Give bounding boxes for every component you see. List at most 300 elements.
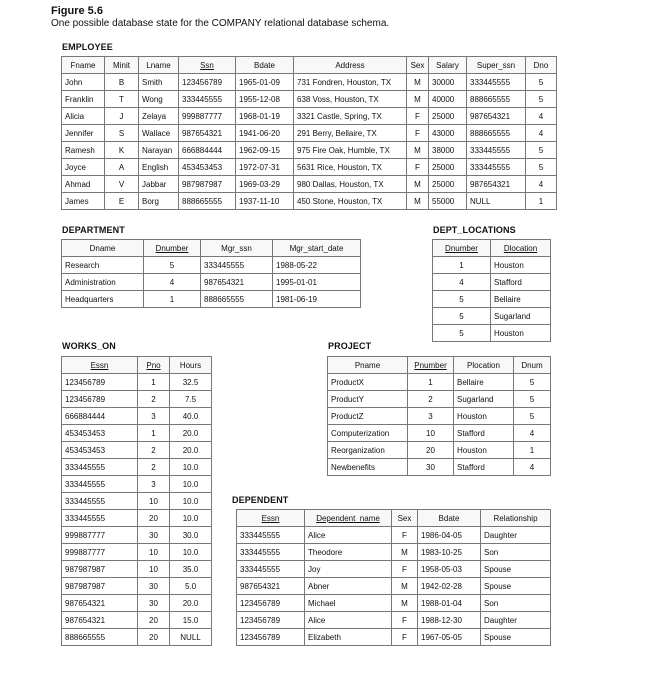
- column-header: Ssn: [179, 57, 236, 74]
- table-cell: 987654321: [237, 578, 305, 595]
- table-cell: 1995-01-01: [273, 274, 361, 291]
- table-cell: 10.0: [170, 493, 212, 510]
- table-row: [237, 527, 551, 544]
- table-cell: Spouse: [481, 629, 551, 646]
- table-cell: Sugarland: [491, 308, 551, 325]
- table-row: [62, 159, 557, 176]
- table-cell: NULL: [467, 193, 526, 210]
- column-header: Sex: [392, 510, 418, 527]
- table-row: [62, 459, 212, 476]
- table-cell: 1: [144, 291, 201, 308]
- table-cell: Son: [481, 544, 551, 561]
- table-row: [328, 425, 551, 442]
- table-cell: 1955-12-08: [236, 91, 294, 108]
- table-row: [237, 612, 551, 629]
- column-header: Lname: [139, 57, 179, 74]
- table-cell: M: [392, 595, 418, 612]
- table-cell: E: [105, 193, 139, 210]
- table-row: [62, 91, 557, 108]
- table-row: [62, 629, 212, 646]
- table-cell: Jennifer: [62, 125, 105, 142]
- table-cell: James: [62, 193, 105, 210]
- table-cell: 10.0: [170, 510, 212, 527]
- table-cell: M: [407, 142, 429, 159]
- table-row: [62, 391, 212, 408]
- department-table-title: DEPARTMENT: [62, 225, 125, 235]
- table-cell: 20: [138, 612, 170, 629]
- table-row: [62, 257, 361, 274]
- table-row: [328, 442, 551, 459]
- table-cell: 5: [433, 308, 491, 325]
- table-row: [62, 476, 212, 493]
- table-row: [62, 193, 557, 210]
- table-cell: 333445555: [237, 527, 305, 544]
- table-cell: 2: [138, 459, 170, 476]
- table-cell: Alice: [305, 612, 392, 629]
- table-cell: M: [407, 176, 429, 193]
- table-cell: F: [407, 108, 429, 125]
- table-cell: 20.0: [170, 442, 212, 459]
- table-cell: 2: [138, 442, 170, 459]
- table-cell: 5: [144, 257, 201, 274]
- table-cell: 4: [526, 125, 557, 142]
- table-cell: 453453453: [62, 442, 138, 459]
- table-cell: Stafford: [491, 274, 551, 291]
- table-cell: 333445555: [467, 159, 526, 176]
- table-cell: 32.5: [170, 374, 212, 391]
- table-cell: Zelaya: [139, 108, 179, 125]
- table-cell: 7.5: [170, 391, 212, 408]
- table-cell: M: [392, 544, 418, 561]
- table-cell: Computerization: [328, 425, 408, 442]
- table-cell: 888665555: [467, 125, 526, 142]
- column-header: Fname: [62, 57, 105, 74]
- table-cell: 5: [514, 408, 551, 425]
- table-cell: 123456789: [237, 595, 305, 612]
- table-cell: Borg: [139, 193, 179, 210]
- table-cell: 1988-01-04: [418, 595, 481, 612]
- table-row: [237, 629, 551, 646]
- table-cell: Spouse: [481, 578, 551, 595]
- column-header: Relationship: [481, 510, 551, 527]
- table-row: [62, 108, 557, 125]
- table-cell: 5.0: [170, 578, 212, 595]
- table-cell: 333445555: [62, 510, 138, 527]
- table-cell: F: [392, 629, 418, 646]
- table-cell: 43000: [429, 125, 467, 142]
- table-cell: 987987987: [62, 578, 138, 595]
- table-cell: Houston: [454, 442, 514, 459]
- table-cell: Michael: [305, 595, 392, 612]
- table-row: [62, 74, 557, 91]
- table-cell: 5: [514, 391, 551, 408]
- table-cell: 4: [514, 459, 551, 476]
- table-cell: Son: [481, 595, 551, 612]
- header-row: [62, 240, 361, 257]
- table-cell: Houston: [454, 408, 514, 425]
- dependent-table: [236, 509, 551, 646]
- table-cell: 4: [526, 108, 557, 125]
- table-cell: 2: [138, 391, 170, 408]
- table-cell: 10.0: [170, 476, 212, 493]
- project-table: [327, 356, 551, 476]
- table-cell: 1: [138, 374, 170, 391]
- table-row: [62, 527, 212, 544]
- table-cell: A: [105, 159, 139, 176]
- table-row: [62, 578, 212, 595]
- table-cell: 5: [526, 159, 557, 176]
- table-cell: 20.0: [170, 425, 212, 442]
- table-cell: Houston: [491, 257, 551, 274]
- table-cell: 291 Berry, Bellaire, TX: [294, 125, 407, 142]
- table-cell: 4: [526, 176, 557, 193]
- table-row: [62, 612, 212, 629]
- table-cell: 1988-12-30: [418, 612, 481, 629]
- dept-locations-table: [432, 239, 551, 342]
- column-header: Pnumber: [408, 357, 454, 374]
- table-cell: 1942-02-28: [418, 578, 481, 595]
- column-header: Dname: [62, 240, 144, 257]
- table-row: [62, 425, 212, 442]
- table-cell: 123456789: [237, 629, 305, 646]
- employee-table: [61, 56, 557, 210]
- table-cell: 5: [526, 142, 557, 159]
- table-row: [237, 578, 551, 595]
- table-cell: 1: [138, 425, 170, 442]
- table-cell: 10.0: [170, 459, 212, 476]
- table-cell: 333445555: [62, 459, 138, 476]
- table-cell: 333445555: [62, 493, 138, 510]
- table-cell: 1965-01-09: [236, 74, 294, 91]
- table-row: [62, 176, 557, 193]
- table-cell: ProductY: [328, 391, 408, 408]
- table-row: [62, 142, 557, 159]
- table-cell: 20.0: [170, 595, 212, 612]
- table-cell: Bellaire: [454, 374, 514, 391]
- table-cell: 1983-10-25: [418, 544, 481, 561]
- table-cell: 123456789: [179, 74, 236, 91]
- table-row: [62, 544, 212, 561]
- table-cell: 10: [138, 544, 170, 561]
- table-cell: English: [139, 159, 179, 176]
- table-row: [237, 595, 551, 612]
- table-cell: 4: [433, 274, 491, 291]
- table-cell: 20: [408, 442, 454, 459]
- table-cell: 35.0: [170, 561, 212, 578]
- table-cell: 40.0: [170, 408, 212, 425]
- table-cell: K: [105, 142, 139, 159]
- table-cell: Houston: [491, 325, 551, 342]
- table-cell: 30: [138, 527, 170, 544]
- table-cell: F: [407, 159, 429, 176]
- table-cell: 999887777: [62, 527, 138, 544]
- header-row: [237, 510, 551, 527]
- table-cell: 1988-05-22: [273, 257, 361, 274]
- column-header: Dno: [526, 57, 557, 74]
- column-header: Hours: [170, 357, 212, 374]
- column-header: Sex: [407, 57, 429, 74]
- table-cell: 987654321: [201, 274, 273, 291]
- column-header: Bdate: [236, 57, 294, 74]
- table-cell: 987654321: [467, 176, 526, 193]
- header-row: [433, 240, 551, 257]
- column-header: Minit: [105, 57, 139, 74]
- table-cell: F: [392, 561, 418, 578]
- column-header: Pname: [328, 357, 408, 374]
- table-cell: 333445555: [201, 257, 273, 274]
- table-cell: 10: [138, 561, 170, 578]
- table-cell: 453453453: [62, 425, 138, 442]
- table-row: [62, 493, 212, 510]
- table-cell: Daughter: [481, 612, 551, 629]
- column-header: Mgr_start_date: [273, 240, 361, 257]
- table-cell: M: [392, 578, 418, 595]
- table-cell: ProductZ: [328, 408, 408, 425]
- table-cell: 10.0: [170, 544, 212, 561]
- table-row: [328, 374, 551, 391]
- table-cell: 3: [138, 408, 170, 425]
- table-cell: 1968-01-19: [236, 108, 294, 125]
- table-cell: 1986-04-05: [418, 527, 481, 544]
- table-cell: 5: [514, 374, 551, 391]
- table-cell: 333445555: [62, 476, 138, 493]
- table-cell: 638 Voss, Houston, TX: [294, 91, 407, 108]
- table-cell: 333445555: [237, 544, 305, 561]
- column-header: Address: [294, 57, 407, 74]
- table-cell: 1967-05-05: [418, 629, 481, 646]
- table-cell: 5631 Rice, Houston, TX: [294, 159, 407, 176]
- table-cell: 10: [408, 425, 454, 442]
- table-cell: Stafford: [454, 459, 514, 476]
- table-cell: 999887777: [179, 108, 236, 125]
- table-cell: Narayan: [139, 142, 179, 159]
- table-cell: 5: [526, 74, 557, 91]
- column-header: Essn: [62, 357, 138, 374]
- table-cell: M: [407, 193, 429, 210]
- table-cell: 123456789: [237, 612, 305, 629]
- employee-table-title: EMPLOYEE: [62, 42, 113, 52]
- table-cell: 4: [144, 274, 201, 291]
- table-cell: 15.0: [170, 612, 212, 629]
- dept-locations-table-title: DEPT_LOCATIONS: [433, 225, 516, 235]
- table-cell: Alicia: [62, 108, 105, 125]
- table-cell: 25000: [429, 159, 467, 176]
- table-cell: 999887777: [62, 544, 138, 561]
- table-cell: 1969-03-29: [236, 176, 294, 193]
- table-row: [62, 442, 212, 459]
- table-cell: 333445555: [467, 142, 526, 159]
- table-cell: 731 Fondren, Houston, TX: [294, 74, 407, 91]
- table-cell: 1958-05-03: [418, 561, 481, 578]
- table-row: [433, 274, 551, 291]
- table-cell: 450 Stone, Houston, TX: [294, 193, 407, 210]
- table-row: [433, 291, 551, 308]
- table-cell: 1941-06-20: [236, 125, 294, 142]
- table-cell: 987654321: [62, 595, 138, 612]
- table-cell: M: [407, 91, 429, 108]
- table-row: [328, 459, 551, 476]
- table-row: [237, 561, 551, 578]
- table-cell: 888665555: [467, 91, 526, 108]
- column-header: Dependent_name: [305, 510, 392, 527]
- table-cell: 980 Dallas, Houston, TX: [294, 176, 407, 193]
- column-header: Salary: [429, 57, 467, 74]
- table-cell: 987654321: [467, 108, 526, 125]
- table-row: [237, 544, 551, 561]
- table-cell: 987987987: [179, 176, 236, 193]
- table-cell: 3: [138, 476, 170, 493]
- table-cell: 888665555: [201, 291, 273, 308]
- table-cell: 1981-06-19: [273, 291, 361, 308]
- header-row: [328, 357, 551, 374]
- table-cell: Franklin: [62, 91, 105, 108]
- column-header: Bdate: [418, 510, 481, 527]
- table-cell: Wong: [139, 91, 179, 108]
- table-cell: B: [105, 74, 139, 91]
- column-header: Plocation: [454, 357, 514, 374]
- table-cell: Alice: [305, 527, 392, 544]
- table-cell: 888665555: [62, 629, 138, 646]
- table-cell: NULL: [170, 629, 212, 646]
- table-row: [62, 408, 212, 425]
- table-cell: Wallace: [139, 125, 179, 142]
- table-cell: 1: [433, 257, 491, 274]
- table-cell: 666884444: [62, 408, 138, 425]
- header-row: [62, 357, 212, 374]
- column-header: Super_ssn: [467, 57, 526, 74]
- table-row: [328, 408, 551, 425]
- table-cell: 1972-07-31: [236, 159, 294, 176]
- table-cell: 20: [138, 510, 170, 527]
- table-cell: 25000: [429, 108, 467, 125]
- table-cell: F: [407, 125, 429, 142]
- table-cell: Bellaire: [491, 291, 551, 308]
- table-cell: 3: [408, 408, 454, 425]
- table-cell: Smith: [139, 74, 179, 91]
- column-header: Dnum: [514, 357, 551, 374]
- table-cell: 666884444: [179, 142, 236, 159]
- table-cell: 333445555: [467, 74, 526, 91]
- column-header: Dnumber: [433, 240, 491, 257]
- column-header: Dlocation: [491, 240, 551, 257]
- table-cell: V: [105, 176, 139, 193]
- table-cell: 5: [433, 325, 491, 342]
- works-on-table-title: WORKS_ON: [62, 341, 116, 351]
- table-cell: Sugarland: [454, 391, 514, 408]
- figure-caption: One possible database state for the COMPANY relational database schema.: [51, 18, 390, 29]
- table-cell: Newbenefits: [328, 459, 408, 476]
- table-cell: 30: [138, 578, 170, 595]
- table-cell: S: [105, 125, 139, 142]
- table-cell: 987654321: [62, 612, 138, 629]
- table-cell: Theodore: [305, 544, 392, 561]
- table-cell: Joyce: [62, 159, 105, 176]
- table-cell: 975 Fire Oak, Humble, TX: [294, 142, 407, 159]
- table-row: [433, 325, 551, 342]
- table-cell: Administration: [62, 274, 144, 291]
- table-row: [62, 291, 361, 308]
- table-cell: 3321 Castle, Spring, TX: [294, 108, 407, 125]
- table-cell: 38000: [429, 142, 467, 159]
- table-cell: 5: [433, 291, 491, 308]
- column-header: Dnumber: [144, 240, 201, 257]
- table-cell: 1962-09-15: [236, 142, 294, 159]
- table-cell: 987987987: [62, 561, 138, 578]
- table-cell: Abner: [305, 578, 392, 595]
- table-cell: 20: [138, 629, 170, 646]
- table-cell: Ahmad: [62, 176, 105, 193]
- table-row: [62, 374, 212, 391]
- table-cell: 30000: [429, 74, 467, 91]
- table-cell: 123456789: [62, 374, 138, 391]
- table-cell: 4: [514, 425, 551, 442]
- table-cell: 55000: [429, 193, 467, 210]
- table-cell: 1: [526, 193, 557, 210]
- table-row: [62, 274, 361, 291]
- table-cell: Elizabeth: [305, 629, 392, 646]
- figure-title: Figure 5.6: [51, 5, 103, 17]
- table-cell: 888665555: [179, 193, 236, 210]
- table-cell: F: [392, 527, 418, 544]
- works-on-table: [61, 356, 212, 646]
- table-cell: 1: [514, 442, 551, 459]
- table-cell: 333445555: [237, 561, 305, 578]
- table-row: [433, 257, 551, 274]
- table-cell: 25000: [429, 176, 467, 193]
- table-cell: Joy: [305, 561, 392, 578]
- table-row: [328, 391, 551, 408]
- table-cell: Headquarters: [62, 291, 144, 308]
- table-row: [433, 308, 551, 325]
- column-header: Pno: [138, 357, 170, 374]
- table-cell: Stafford: [454, 425, 514, 442]
- table-cell: 123456789: [62, 391, 138, 408]
- table-cell: 453453453: [179, 159, 236, 176]
- table-cell: T: [105, 91, 139, 108]
- table-cell: ProductX: [328, 374, 408, 391]
- table-cell: 333445555: [179, 91, 236, 108]
- table-cell: 2: [408, 391, 454, 408]
- column-header: Mgr_ssn: [201, 240, 273, 257]
- table-cell: Spouse: [481, 561, 551, 578]
- table-cell: 30: [408, 459, 454, 476]
- table-cell: 1: [408, 374, 454, 391]
- header-row: [62, 57, 557, 74]
- dependent-table-title: DEPENDENT: [232, 495, 289, 505]
- table-cell: Reorganization: [328, 442, 408, 459]
- table-cell: 30.0: [170, 527, 212, 544]
- table-cell: Daughter: [481, 527, 551, 544]
- table-row: [62, 510, 212, 527]
- table-cell: 987654321: [179, 125, 236, 142]
- table-row: [62, 561, 212, 578]
- table-cell: 10: [138, 493, 170, 510]
- column-header: Essn: [237, 510, 305, 527]
- table-row: [62, 595, 212, 612]
- table-cell: J: [105, 108, 139, 125]
- table-cell: John: [62, 74, 105, 91]
- table-cell: Research: [62, 257, 144, 274]
- table-cell: F: [392, 612, 418, 629]
- table-cell: 5: [526, 91, 557, 108]
- project-table-title: PROJECT: [328, 341, 372, 351]
- table-cell: Ramesh: [62, 142, 105, 159]
- department-table: [61, 239, 361, 308]
- table-cell: 30: [138, 595, 170, 612]
- table-cell: M: [407, 74, 429, 91]
- table-row: [62, 125, 557, 142]
- table-cell: 1937-11-10: [236, 193, 294, 210]
